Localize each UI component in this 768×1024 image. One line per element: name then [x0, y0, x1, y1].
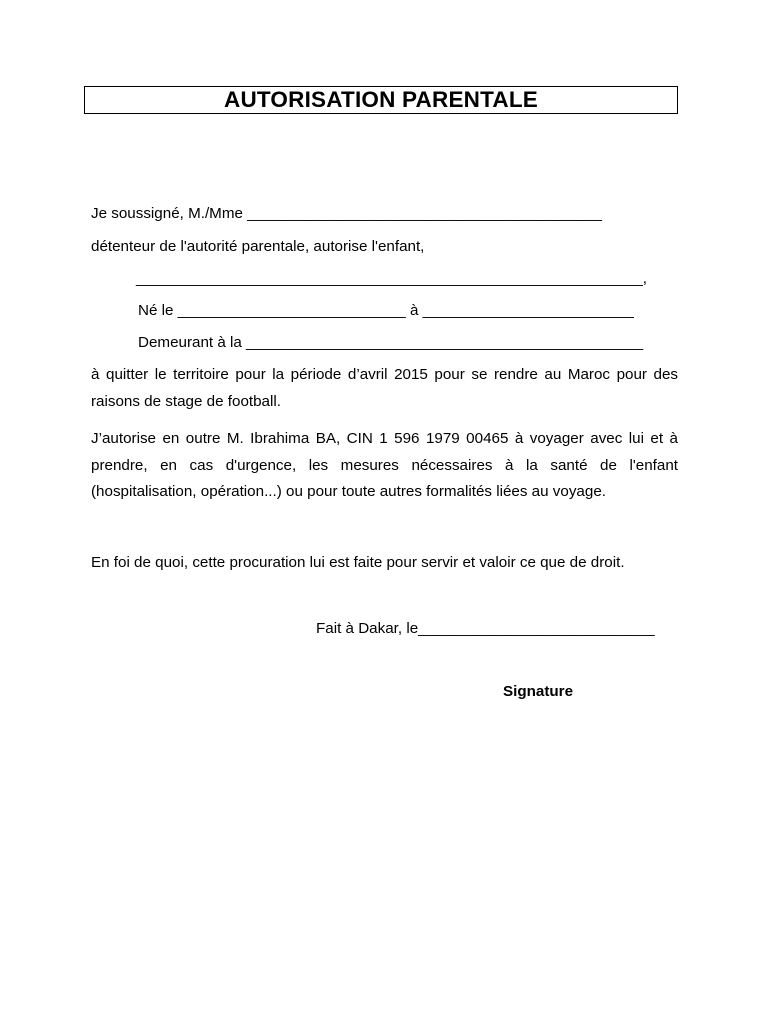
line-soussigne: Je soussigné, M./Mme __________________________________________ [91, 205, 602, 222]
line-child-name-blank: ____________________________________________________________, [136, 270, 648, 287]
paragraph-leave-territory: à quitter le territoire pour la période d’avril 2015 pour se rendre au Maroc pour des raisons de stage de football. [91, 366, 678, 410]
line-birth-date-place: Né le ___________________________ à _________________________ [138, 302, 634, 319]
paragraph-authorization: J’autorise en outre M. Ibrahima BA, CIN 1 596 1979 00465 à voyager avec lui et à prendre, en cas d'urgence, les mesures nécessaires à la santé de l'enfant (hospitalisation, opération...) ou pour toute autres formalités liées au voyage. [91, 430, 678, 500]
title-box [84, 86, 678, 114]
signature-label: Signature [503, 683, 574, 700]
document-title: AUTORISATION PARENTALE [224, 86, 538, 112]
paragraph-closing: En foi de quoi, cette procuration lui est faite pour servir et valoir ce que de droit. [91, 554, 625, 571]
line-detenteur: détenteur de l'autorité parentale, autorise l'enfant, [91, 238, 425, 255]
line-place-date: Fait à Dakar, le____________________________ [316, 620, 655, 637]
line-residence: Demeurant à la _______________________________________________ [138, 334, 644, 351]
